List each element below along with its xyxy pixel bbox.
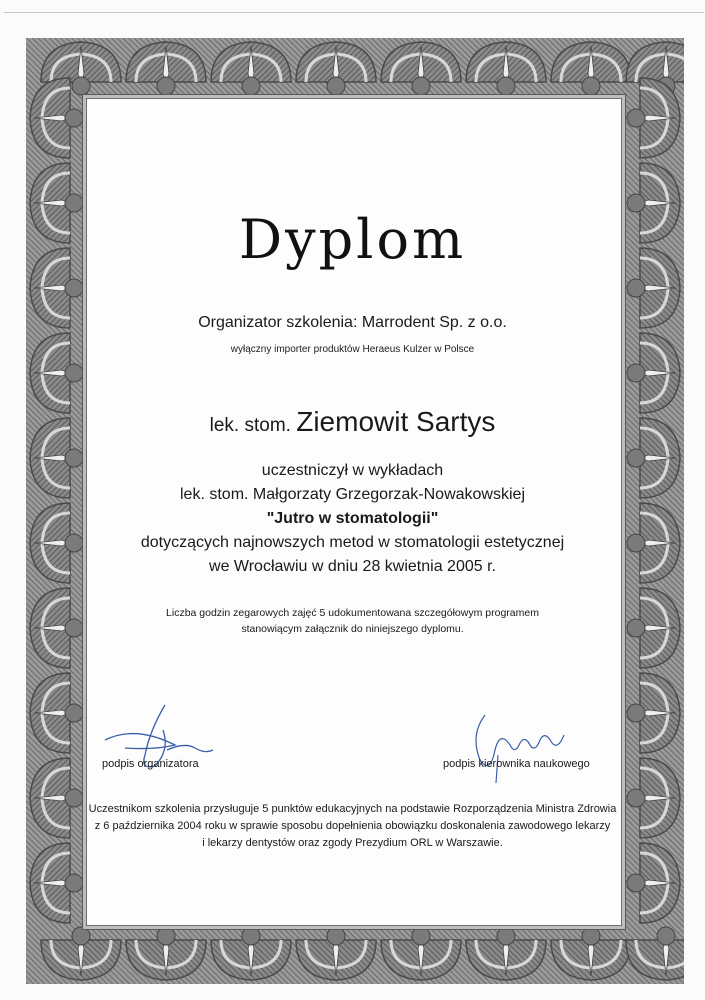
certificate-title: Dyplom — [238, 208, 467, 271]
footer-line: i lekarzy dentystów oraz zgody Prezydium ORL w Warszawie. — [202, 837, 503, 849]
footer-line: z 6 października 2004 roku w sprawie sposobu dopełnienia obowiązku doskonalenia zawodowego lekarzy — [94, 820, 611, 832]
importer-line: wyłączny importer produktów Heraeus Kulzer w Polsce — [230, 344, 475, 355]
body-line-course-title: "Jutro w stomatologii" — [266, 510, 439, 527]
body-line-topic: dotyczących najnowszych metod w stomatologii estetycznej — [140, 534, 565, 551]
supervisor-signature-label: podpis kierownika naukowego — [443, 758, 590, 770]
body-line-place-date: we Wrocławiu w dniu 28 kwietnia 2005 r. — [209, 558, 496, 575]
footer-line: Uczestnikom szkolenia przysługuje 5 punktów edukacyjnych na podstawie Rozporządzenia Ministra Zdrowia — [88, 803, 617, 815]
recipient-line — [0, 406, 705, 438]
hours-note — [0, 605, 705, 637]
recipient-prefix: lek. stom. — [209, 415, 291, 436]
footer-note — [0, 801, 705, 852]
body-line-lecturer: lek. stom. Małgorzaty Grzegorzak-Nowakowskiej — [180, 486, 525, 503]
scientific-supervisor-signature — [460, 705, 580, 785]
organizer-signature-label: podpis organizatora — [102, 758, 199, 770]
organizer-line: Organizator szkolenia: Marrodent Sp. z o.o. — [198, 314, 507, 331]
hours-note-line: stanowiącym załącznik do niniejszego dyplomu. — [241, 623, 464, 635]
recipient-name: Ziemowit Sartys — [296, 406, 496, 437]
hours-note-line: Liczba godzin zegarowych zajęć 5 udokumentowana szczegółowym programem — [166, 607, 539, 619]
body-line-participated: uczestniczył w wykładach — [261, 462, 444, 479]
